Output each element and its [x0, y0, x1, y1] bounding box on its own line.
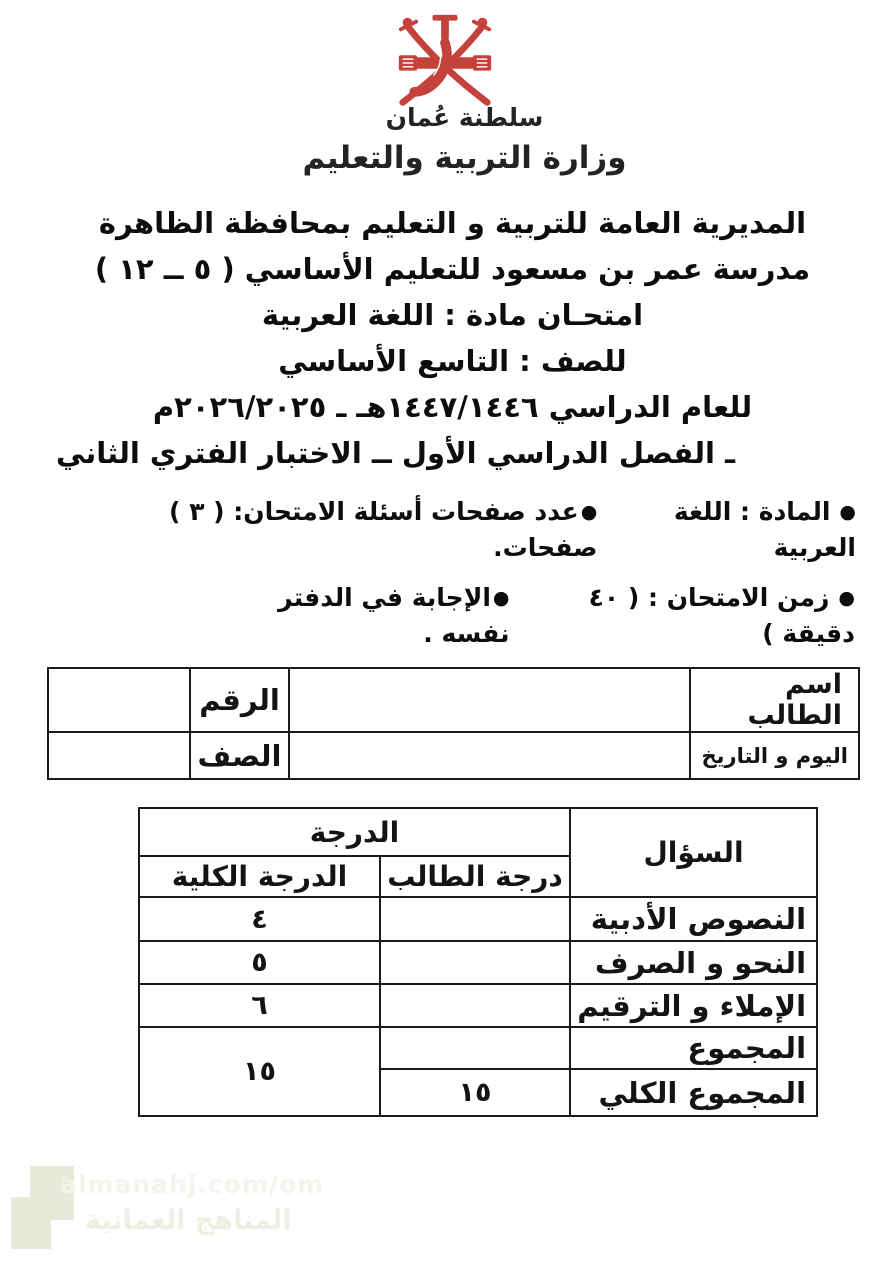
duration-bullet	[509, 580, 855, 652]
table-row	[139, 897, 817, 941]
student-name-label: اسم الطالب	[690, 668, 859, 732]
question-header: السؤال	[570, 808, 817, 897]
question-cell: النصوص الأدبية	[570, 897, 817, 941]
pages-bullet	[85, 494, 597, 566]
bullet-icon: ●	[838, 587, 855, 609]
table-row	[139, 808, 817, 856]
duration-text: زمن الامتحان : ( ٤٠ دقيقة )	[588, 583, 855, 648]
answer-text: الإجابة في الدفتر نفسه .	[278, 583, 510, 648]
header-block	[0, 200, 889, 476]
total-grade-cell: ٤	[139, 897, 380, 941]
student-info-table	[47, 667, 860, 780]
student-grade-cell	[380, 941, 570, 984]
total-grade-header: الدرجة الكلية	[139, 856, 380, 897]
table-row	[139, 1027, 817, 1069]
sultanate-calligraphy: سلطنة عُمان	[385, 103, 544, 132]
grand-total-label-cell: المجموع الكلي	[570, 1069, 817, 1116]
class-label: الصف	[190, 732, 289, 779]
answer-bullet	[203, 580, 509, 652]
grand-total-student-cell: ١٥	[380, 1069, 570, 1116]
subject-line: امتحـان مادة : اللغة العربية	[261, 298, 644, 332]
directorate-line: المديرية العامة للتربية و التعليم بمحافظة الظاهرة	[98, 206, 807, 240]
merged-total-cell: ١٥	[139, 1027, 380, 1116]
student-grade-cell	[380, 984, 570, 1027]
table-row	[139, 941, 817, 984]
subject-text: المادة : اللغة العربية	[673, 497, 856, 562]
question-cell: النحو و الصرف	[570, 941, 817, 984]
total-grade-cell: ٦	[139, 984, 380, 1027]
grade-header: الدرجة	[139, 808, 570, 856]
ministry-calligraphy: وزارة التربية والتعليم	[302, 140, 627, 176]
marks-table	[138, 807, 818, 1117]
class-line: للصف : التاسع الأساسي	[278, 344, 627, 378]
table-row	[48, 732, 859, 779]
class-field	[48, 732, 190, 779]
sum-student-cell	[380, 1027, 570, 1069]
oman-emblem-icon	[385, 12, 505, 112]
number-label: الرقم	[190, 668, 289, 732]
sum-label-cell: المجموع	[570, 1027, 817, 1069]
student-grade-header: درجة الطالب	[380, 856, 570, 897]
bullet-icon: ●	[580, 501, 598, 523]
watermark-brand: المناهج العمانية	[85, 1205, 292, 1236]
info-row-1	[85, 494, 856, 566]
academic-year-line: للعام الدراسي ١٤٤٧/١٤٤٦هـ ـ ٢٠٢٦/٢٠٢٥م	[152, 390, 753, 424]
student-name-field	[289, 668, 690, 732]
bullet-icon: ●	[492, 587, 510, 609]
date-label: اليوم و التاريخ	[690, 732, 859, 779]
watermark-url: almanahj.com/om	[60, 1170, 325, 1199]
table-row	[48, 668, 859, 732]
date-field	[289, 732, 690, 779]
table-row	[139, 984, 817, 1027]
question-cell: الإملاء و الترقيم	[570, 984, 817, 1027]
number-field	[48, 668, 190, 732]
subject-bullet	[597, 494, 856, 566]
school-line: مدرسة عمر بن مسعود للتعليم الأساسي ( ٥ ــ ١٢ )	[94, 252, 811, 286]
watermark-puzzle-icon	[11, 1197, 51, 1249]
info-row-2	[203, 580, 855, 652]
total-grade-cell: ٥	[139, 941, 380, 984]
bullet-icon: ●	[839, 501, 856, 523]
pages-text: عدد صفحات أسئلة الامتحان: ( ٣ ) صفحات.	[169, 497, 598, 562]
student-grade-cell	[380, 897, 570, 941]
term-line: ـ الفصل الدراسي الأول ــ الاختبار الفتري الثاني	[55, 436, 735, 470]
